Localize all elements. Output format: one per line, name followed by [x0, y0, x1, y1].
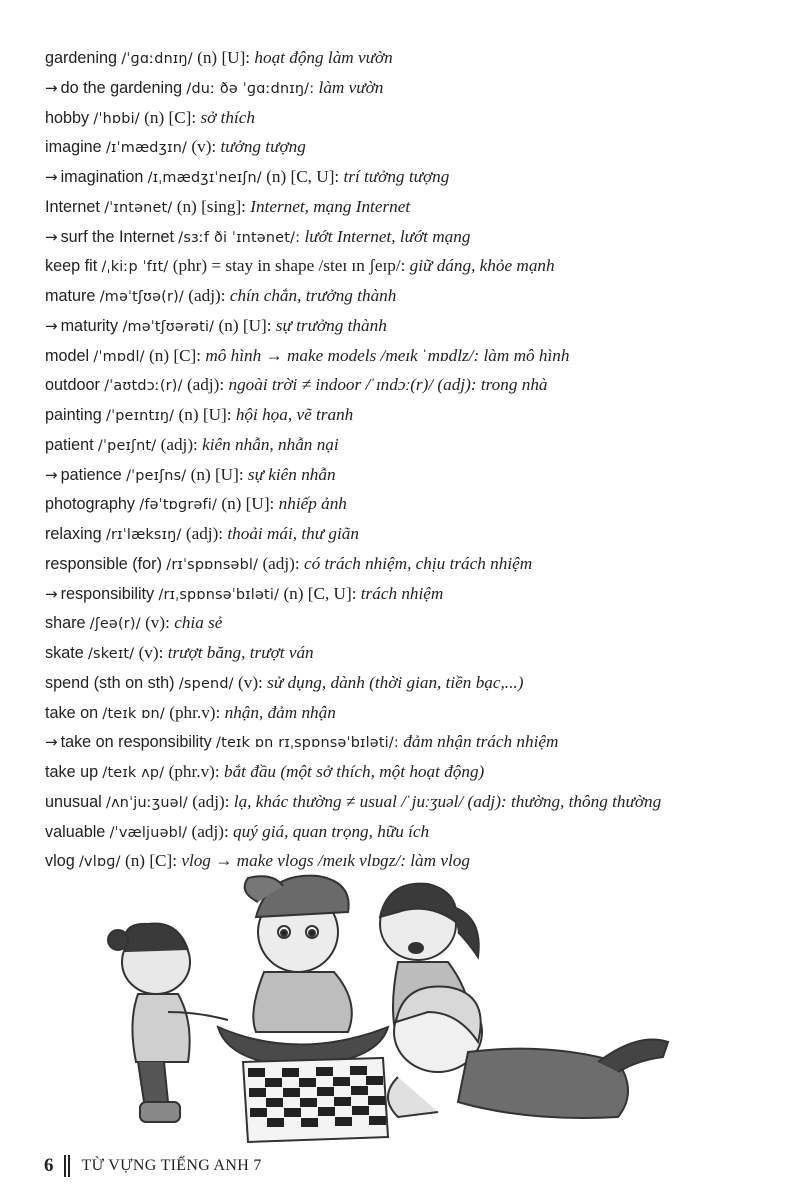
grammar-info: (n) [C]:: [149, 345, 202, 365]
vocab-entry: [45, 461, 775, 491]
girl-left-figure: [108, 924, 228, 1122]
book-title: TỪ VỰNG TIẾNG ANH 7: [81, 1157, 262, 1174]
meaning: nhận, đảm nhận: [224, 702, 336, 722]
meaning: sở thích: [200, 107, 256, 127]
grammar-info: (n) [U]:: [197, 48, 251, 67]
meaning: lạ, khác thường ≠ usual /ˈjuːʒuəl/ (adj): thường, thông thường: [233, 791, 662, 811]
arrow-icon: →: [45, 465, 58, 484]
vocab-entry: [45, 639, 775, 669]
headword: maturity: [60, 316, 119, 335]
phonetic: /ˈaʊtdɔː(r)/: [104, 378, 183, 395]
phonetic: /ɪˈmædʒɪn/: [106, 140, 188, 157]
headword: take on responsibility: [60, 733, 212, 752]
meaning: bắt đầu (một sở thích, một hoạt động): [223, 762, 485, 781]
headword: take on: [45, 703, 99, 722]
headword: gardening: [45, 49, 118, 67]
grammar-info: (n) [U]:: [221, 494, 275, 514]
phonetic: /teɪk ʌp/: [102, 765, 165, 781]
phonetic: /ˈmɒdl/: [93, 348, 145, 365]
vocab-entry: [45, 371, 775, 401]
grammar-info: (n) [U]:: [218, 315, 272, 335]
phonetic: /skeɪt/: [88, 646, 135, 662]
headword: photography: [45, 495, 136, 514]
grammar-info: (adj):: [191, 821, 229, 841]
phonetic: /teɪk ɒn/: [102, 705, 165, 722]
vocab-entry: [45, 490, 775, 520]
meaning: kiên nhẫn, nhẫn nại: [202, 434, 339, 454]
vocab-entry: [45, 252, 775, 282]
grammar-info: (adj):: [192, 791, 230, 811]
phonetic: /vlɒɡ/: [79, 854, 121, 871]
page-footer: [44, 1155, 262, 1177]
grammar-info: (phr.v):: [169, 702, 221, 722]
grammar-info: (n) [U]:: [178, 405, 232, 424]
phonetic: /ˈvæljuəbl/: [109, 824, 188, 841]
phonetic: /sɜːf ði ˈɪntənet/:: [178, 229, 301, 246]
grammar-info: (n) [C]:: [124, 851, 178, 871]
meaning: hội họa, vẽ tranh: [235, 405, 354, 424]
phonetic: /ˌkiːp ˈfɪt/: [101, 259, 169, 276]
phonetic: /ˈhɒbi/: [93, 110, 140, 127]
girl-lying-figure: [388, 986, 668, 1118]
vocab-entry: [45, 401, 775, 431]
boy-cap-figure: [218, 876, 388, 1067]
children-playing-chess-illustration: [98, 862, 678, 1147]
phonetic: /spend/: [178, 675, 234, 692]
headword: mature: [45, 287, 96, 305]
vocab-entry: [45, 223, 775, 253]
headword: unusual: [45, 792, 102, 811]
meaning: có trách nhiệm, chịu trách nhiệm: [303, 553, 533, 573]
vocab-entry: [45, 520, 775, 550]
headword: take up: [45, 763, 99, 781]
vocab-entry: [45, 44, 775, 74]
grammar-info: (n) [U]:: [190, 464, 244, 484]
meaning: hoạt động làm vườn: [254, 48, 393, 67]
grammar-info: (phr.v):: [168, 762, 220, 781]
grammar-info: (adj):: [186, 375, 225, 395]
vocab-entry: [45, 431, 775, 461]
vocab-entry: [45, 342, 775, 372]
phonetic: /ˈpeɪntɪŋ/: [106, 408, 175, 424]
grammar-info: (n) [C]:: [144, 107, 197, 127]
meaning: Internet, mạng Internet: [250, 196, 411, 216]
headword: relaxing: [45, 525, 102, 543]
arrow-icon: →: [45, 733, 58, 752]
vocab-entry: [45, 609, 775, 639]
headword: Internet: [45, 197, 100, 216]
meaning: ngoài trời ≠ indoor /ˈɪndɔː(r)/ (adj): trong nhà: [228, 375, 548, 395]
meaning: chín chắn, trưởng thành: [229, 286, 397, 305]
grammar-info: (adj):: [185, 524, 224, 543]
headword: imagine: [45, 138, 102, 157]
vocab-entry: [45, 580, 775, 610]
phonetic: /teɪk ɒn rɪˌspɒnsəˈbɪləti/:: [216, 735, 399, 752]
chess-board: [243, 1058, 388, 1142]
vocab-entry: [45, 312, 775, 342]
grammar-info: (v):: [145, 613, 170, 633]
headword: painting: [45, 406, 102, 424]
meaning: đảm nhận trách nhiệm: [403, 732, 559, 752]
phonetic: /ʃeə(r)/: [89, 616, 141, 633]
meaning: trách nhiệm: [360, 583, 444, 603]
phonetic: /məˈtʃʊə(r)/: [99, 289, 184, 305]
meaning: thoải mái, thư giãn: [227, 524, 359, 543]
grammar-info: (n) [C, U]:: [266, 167, 340, 186]
meaning: trượt băng, trượt ván: [167, 643, 314, 662]
grammar-info: (adj):: [188, 286, 226, 305]
meaning: sự trưởng thành: [275, 315, 387, 335]
meaning: sử dụng, dành (thời gian, tiền bạc,...): [267, 672, 524, 692]
headword: valuable: [45, 822, 106, 841]
grammar-info: (adj):: [160, 434, 198, 454]
grammar-info: (v):: [138, 643, 164, 662]
grammar-info: (n) [sing]:: [176, 196, 246, 216]
phonetic: /ˈpeɪʃns/: [126, 467, 187, 484]
headword: skate: [45, 644, 84, 662]
meaning: tưởng tượng: [220, 137, 306, 157]
grammar-info: (n) [C, U]:: [283, 583, 357, 603]
meaning: giữ dáng, khỏe mạnh: [409, 256, 555, 276]
phonetic: /rɪˈlæksɪŋ/: [106, 527, 182, 543]
vocab-entry: [45, 74, 775, 104]
vocab-entry: [45, 699, 775, 729]
headword: responsible (for): [45, 554, 162, 573]
meaning: chia sẻ: [174, 613, 223, 633]
grammar-info: (adj):: [262, 553, 300, 573]
arrow-icon: →: [45, 227, 58, 246]
page-number: 6: [44, 1155, 54, 1176]
vocabulary-list: [45, 44, 775, 877]
phonetic: /ʌnˈjuːʒuəl/: [106, 794, 188, 811]
phonetic: /ˈpeɪʃnt/: [97, 437, 157, 454]
phonetic: /ɪˌmædʒɪˈneɪʃn/: [147, 170, 262, 186]
vocab-entry: [45, 104, 775, 134]
headword: patient: [45, 435, 94, 454]
headword: vlog: [45, 852, 75, 871]
phonetic: /məˈtʃʊərəti/: [122, 318, 215, 335]
arrow-icon: →: [45, 584, 58, 603]
headword: share: [45, 614, 86, 633]
meaning: mô hình → make models /meɪk ˈmɒdlz/: làm mô hình: [205, 345, 570, 365]
vocab-entry: [45, 818, 775, 848]
phonetic: /rɪˈspɒnsəbl/: [166, 556, 259, 573]
headword: imagination: [60, 168, 144, 186]
grammar-info: (v):: [238, 672, 263, 692]
vocab-entry: [45, 669, 775, 699]
meaning: vlog → make vlogs /meɪk vlɒɡz/: làm vlog: [181, 851, 470, 871]
meaning: trí tưởng tượng: [343, 167, 450, 186]
vocab-entry: [45, 163, 775, 193]
grammar-info: (phr) = stay in shape /steɪ ɪn ʃeɪp/:: [172, 256, 406, 276]
headword: spend (sth on sth): [45, 673, 175, 692]
meaning: làm vườn: [318, 77, 384, 97]
vocab-entry: [45, 282, 775, 312]
headword: model: [45, 346, 90, 365]
headword: surf the Internet: [60, 227, 174, 246]
vocab-entry: [45, 550, 775, 580]
vocab-entry: [45, 758, 775, 788]
arrow-icon: →: [45, 316, 58, 335]
phonetic: /duː ðə ˈɡɑːdnɪŋ/:: [186, 80, 315, 97]
grammar-info: (v):: [191, 137, 217, 157]
meaning: nhiếp ảnh: [278, 494, 347, 514]
headword: outdoor: [45, 376, 100, 395]
headword: do the gardening: [60, 78, 183, 97]
phonetic: /ˈɡɑːdnɪŋ/: [121, 51, 193, 67]
headword: keep fit: [45, 257, 98, 276]
vocab-entry: [45, 788, 775, 818]
arrow-icon: →: [45, 168, 58, 186]
vocab-entry: [45, 193, 775, 223]
phonetic: /rɪˌspɒnsəˈbɪləti/: [158, 586, 280, 603]
vocab-entry: [45, 728, 775, 758]
phonetic: /fəˈtɒɡrəfi/: [139, 497, 218, 514]
arrow-icon: →: [45, 78, 58, 97]
vocab-entry: [45, 133, 775, 163]
meaning: quý giá, quan trọng, hữu ích: [233, 821, 430, 841]
phonetic: /ˈɪntənet/: [104, 199, 173, 216]
footer-divider: [64, 1155, 70, 1177]
headword: patience: [60, 465, 122, 484]
headword: responsibility: [60, 584, 155, 603]
meaning: lướt Internet, lướt mạng: [304, 226, 471, 246]
meaning: sự kiên nhẫn: [247, 464, 336, 484]
headword: hobby: [45, 108, 90, 127]
